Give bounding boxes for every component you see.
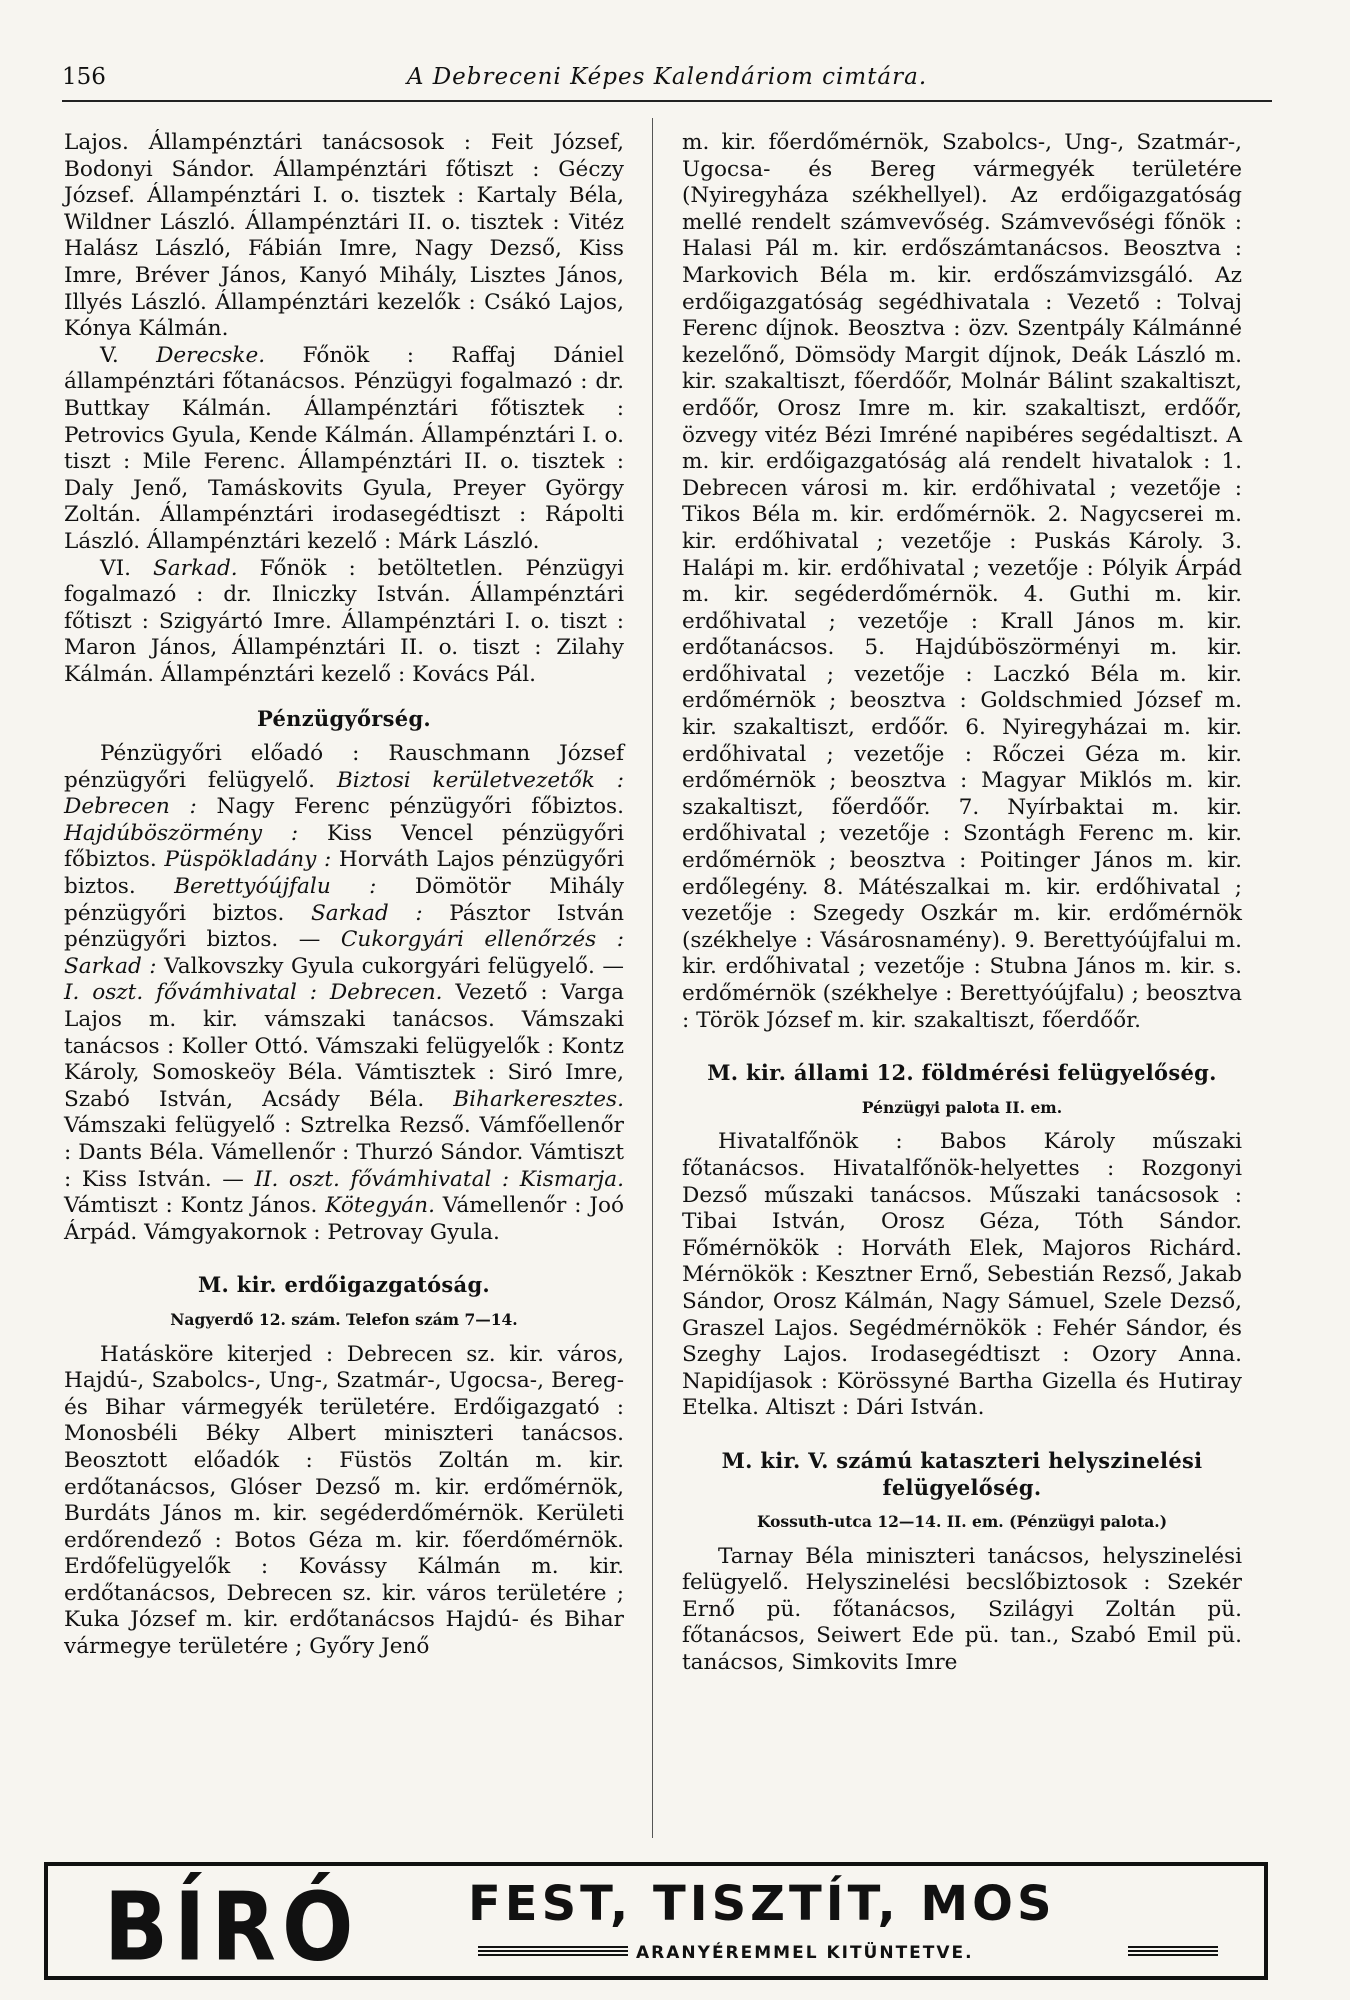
paragraph-sarkad: VI. Sarkad. Főnök : betöltetlen. Pénzügyi fogalmazó : dr. Ilniczky István. Állampénztári főtiszt : Szigyártó Imre. Állampénztári I. o. tiszt : Maron János, Állampénztári II. o. tiszt : Zilahy Kálmán. Állampénztári kezelő : Kovács Pál.	[64, 555, 624, 687]
ad-slogan: FEST, TISZTÍT, MOS	[468, 1876, 1056, 1932]
decorative-rule	[478, 1946, 628, 1958]
section-address: Pénzügyi palota II. em.	[861, 1097, 1063, 1117]
ad-award-row	[478, 1940, 1218, 1966]
paragraph: m. kir. főerdőmérnök, Szabolcs-, Ung-, Szatmár-, Ugocsa- és Bereg vármegyék területére (Nyiregyháza székhellyel). Az erdőigazgatóság mellé rendelt számvevőség. Számvevőségi főnök : Halasi Pál m. kir. erdőszámtanácsos. Beosztva : Markovich Béla m. kir. erdőszámvizsgáló. Az erdőigazgatóság segédhivatala : Vezető : Tolvaj Ferenc díjnok. Beosztva : özv. Szentpály Kálmánné kezelőnő, Dömsödy Margit díjnok, Deák László m. kir. szakaltiszt, főerdőőr, Molnár Bálint szakaltiszt, erdőőr, Orosz Imre m. kir. szakaltiszt, erdőőr, özvegy vitéz Bézi Imréné napibéres segédaltiszt. A m. kir. erdőigazgatóság alá rendelt hivatalok : 1. Debrecen városi m. kir. erdőhivatal ; vezetője : Tikos Béla m. kir. erdőmérnök. 2. Nagycserei m. kir. erdőhivatal ; vezetője : Puskás Károly. 3. Halápi m. kir. erdőhivatal ; vezetője : Pólyik Árpád m. kir. segéderdőmérnök. 4. Guthi m. kir. erdőhivatal ; vezetője : Krall János m. kir. erdőtanácsos. 5. Hajdúböszörményi m. kir. erdőhivatal ; vezetője : Laczkó Béla m. kir. erdőmérnök ; beosztva : Goldschmied József m. kir. szakaltiszt, erdőőr. 6. Nyiregyházai m. kir. erdőhivatal ; vezetője : Rőczei Géza m. kir. erdőmérnök ; beosztva : Magyar Miklós m. kir. szakaltiszt, főerdőőr. 7. Nyírbaktai m. kir. erdőhivatal ; vezetője : Szontágh Ferenc m. kir. erdőmérnök ; beosztva : Poitinger János m. kir. erdőlegény. 8. Mátészalkai m. kir. erdőhivatal ; vezetője : Szegedy Oszkár m. kir. erdőmérnök (székhelye : Vásárosnamény). 9. Berettyóújfalui m. kir. erdőhivatal ; vezetője : Stubna János m. kir. s. erdőmérnök (székhelye : Berettyóújfalu) ; beosztva : Török József m. kir. szakaltiszt, főerdőőr.	[682, 130, 1242, 1033]
paragraph: Lajos. Állampénztári tanácsosok : Feit József, Bodonyi Sándor. Állampénztári főtiszt : Géczy József. Állampénztári I. o. tisztek : Kartaly Béla, Wildner László. Állampénztári II. o. tisztek : Vitéz Halász László, Fábián Imre, Nagy Dezső, Kiss Imre, Bréver János, Kanyó Mihály, Lisztes János, Illyés László. Állampénztári kezelők : Csákó Lajos, Kónya Kálmán.	[64, 130, 624, 342]
ad-award: ARANYÉREMMEL KITÜNTETVE.	[636, 1943, 974, 1963]
section-title-erdoigazgatosag: M. kir. erdőigazgatóság.	[197, 1272, 491, 1298]
paragraph-foldmeresi: Hivatalfőnök : Babos Károly műszaki főtanácsos. Hivatalfőnök-helyettes : Rozgonyi Dezső műszaki tanácsos. Műszaki tanácsosok : Tibai István, Orosz Géza, Tóth Sándor. Főmérnökök : Horváth Elek, Majoros Richárd. Mérnökök : Kesztner Ernő, Sebestián Rezső, Jakab Sándor, Orosz Kálmán, Nagy Sámuel, Szele Dezső, Graszel Lajos. Segédmérnökök : Fehér Sándor, és Szeghy Lajos. Irodasegédtiszt : Ozory Anna. Napidíjasok : Körössyné Bartha Gizella és Hutiray Etelka. Altiszt : Dári István.	[682, 1129, 1242, 1421]
section-title-penzugyorseg: Pénzügyőrség.	[256, 706, 432, 732]
paragraph-penzugyorseg: Pénzügyőri előadó : Rauschmann József pénzügyőri felügyelő. Biztosi kerületvezetők : Debrecen : Nagy Ferenc pénzügyőri főbiztos. Hajdúböszörmény : Kiss Vencel pénzügyőri főbiztos. Püspökladány : Horváth Lajos pénzügyőri biztos. Berettyóújfalu : Dömötör Mihály pénzügyőri biztos. Sarkad : Pásztor István pénzügyőri biztos. — Cukorgyári ellenőrzés : Sarkad : Valkovszky Gyula cukorgyári felügyelő. — I. oszt. fővámhivatal : Debrecen. Vezető : Varga Lajos m. kir. vámszaki tanácsos. Vámszaki tanácsos : Koller Ottó. Vámszaki felügyelők : Kontz Károly, Somoskeöy Béla. Vámtisztek : Siró Imre, Szabó István, Acsády Béla. Biharkeresztes. Vámszaki felügyelő : Sztrelka Rezső. Vámfőellenőr : Dants Béla. Vámellenőr : Thurzó Sándor. Vámtiszt : Kiss István. — II. oszt. fővámhivatal : Kismarja. Vámtiszt : Kontz János. Kötegyán. Vámellenőr : Joó Árpád. Vámgyakornok : Petrovay Gyula.	[64, 741, 625, 1245]
section-address: Kossuth-utca 12—14. II. em. (Pénzügyi palota.)	[756, 1512, 1168, 1532]
right-column	[682, 130, 1242, 1677]
section-address: Nagyerdő 12. szám. Telefon szám 7—14.	[170, 1309, 518, 1329]
column-divider	[652, 118, 653, 1838]
running-title: A Debreceni Képes Kalendáriom cimtára.	[406, 64, 928, 90]
left-column	[64, 130, 624, 1661]
page-header	[62, 62, 1272, 102]
paragraph-kataszteri: Tarnay Béla miniszteri tanácsos, helyszinelési felügyelő. Helyszinelési becslőbiztosok : Szekér Ernő pü. főtanácsos, Szilágyi Zoltán pü. főtanácsos, Seiwert Ede pü. tan., Szabó Emil pü. tanácsos, Simkovits Imre	[682, 1543, 1242, 1676]
decorative-rule	[1128, 1946, 1218, 1958]
paragraph-erdoigazgatosag: Hatásköre kiterjed : Debrecen sz. kir. város, Hajdú-, Szabolcs-, Ung-, Szatmár-, Ugocsa-, Bereg- és Bihar vármegyék területére. Erdőigazgató : Monosbéli Béky Albert miniszteri tanácsos. Beosztott előadók : Füstös Zoltán m. kir. erdőtanácsos, Glóser Dezső m. kir. erdőmérnök, Burdáts János m. kir. segéderdőmérnök. Kerületi erdőrendező : Botos Géza m. kir. főerdőmérnök. Erdőfelügyelők : Kovássy Kálmán m. kir. erdőtanácsos, Debrecen sz. kir. város területére ; Kuka József m. kir. erdőtanácsos Hajdú- és Bihar vármegye területére ; Győry Jenő	[64, 1341, 624, 1660]
header-rule	[62, 100, 1272, 102]
ad-brand-name: BÍRÓ	[104, 1872, 360, 1982]
paragraph-derecske: V. Derecske. Főnök : Raffaj Dániel állampénztári főtanácsos. Pénzügyi fogalmazó : dr. Buttkay Kálmán. Állampénztári főtisztek : Petrovics Gyula, Kende Kálmán. Állampénztári I. o. tiszt : Mile Ferenc. Állampénztári II. o. tisztek : Daly Jenő, Tamáskovits Gyula, Preyer György Zoltán. Állampénztári irodasegédtiszt : Rápolti László. Állampénztári kezelő : Márk László.	[64, 342, 624, 554]
advertisement-box	[44, 1862, 1268, 1980]
page-number: 156	[62, 64, 106, 90]
section-title-kataszteri: M. kir. V. számú kataszteri helyszinelési felügyelőség.	[721, 1447, 1203, 1500]
section-title-foldmeresi: M. kir. állami 12. földmérési felügyelőség.	[707, 1060, 1217, 1086]
